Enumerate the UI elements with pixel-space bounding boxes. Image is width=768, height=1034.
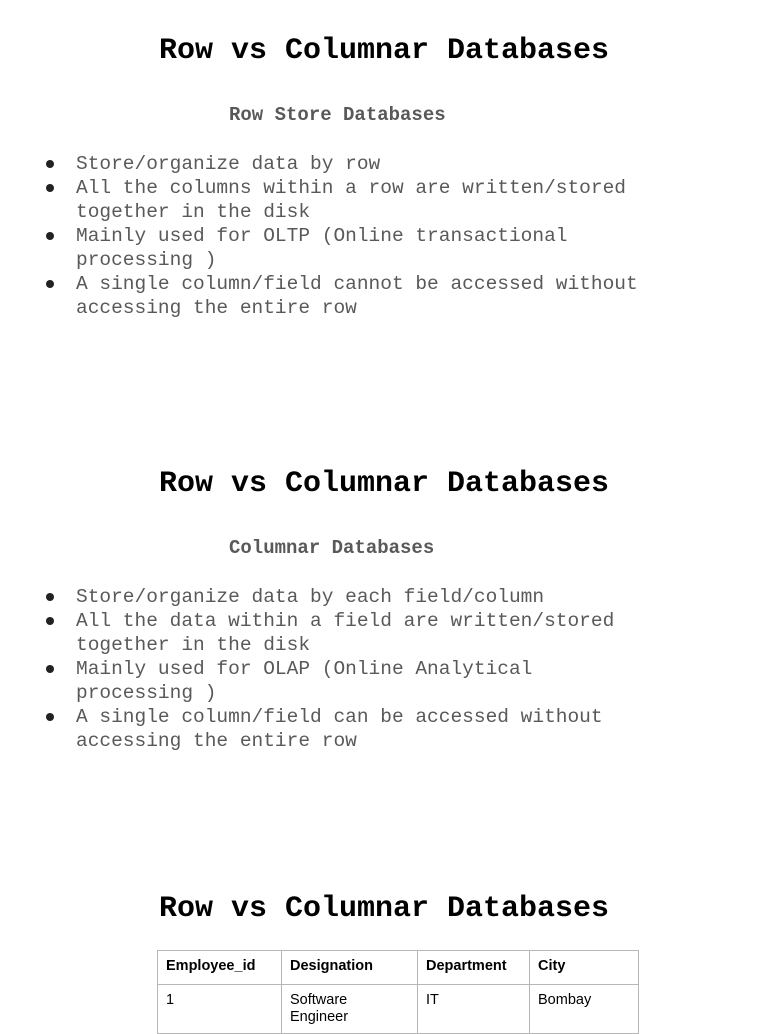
column-header: Designation (282, 951, 418, 985)
bullet-icon (46, 232, 54, 240)
bullet-text: All the columns within a row are written/stored together in the disk (76, 177, 626, 223)
slide-subtitle: Row Store Databases (229, 104, 446, 126)
bullet-text: Mainly used for OLTP (Online transactional processing ) (76, 225, 568, 271)
bullet-item (44, 585, 744, 609)
bullet-icon (46, 665, 54, 673)
bullet-list (44, 585, 744, 753)
bullet-item (44, 657, 744, 705)
bullet-icon (46, 280, 54, 288)
bullet-icon (46, 713, 54, 721)
bullet-icon (46, 593, 54, 601)
bullet-text: A single column/field can be accessed without accessing the entire row (76, 706, 603, 752)
table-cell: 1 (158, 985, 282, 1034)
bullet-text: Store/organize data by each field/column (76, 586, 545, 608)
bullet-item (44, 224, 744, 272)
bullet-item (44, 272, 744, 320)
bullet-item (44, 705, 744, 753)
table-header-row (158, 951, 639, 985)
bullet-icon (46, 184, 54, 192)
slide-subtitle: Columnar Databases (229, 537, 435, 559)
slide-title: Row vs Columnar Databases (158, 892, 610, 926)
bullet-text: All the data within a field are written/stored together in the disk (76, 610, 615, 656)
bullet-text: A single column/field cannot be accessed without accessing the entire row (76, 273, 638, 319)
bullet-icon (46, 160, 54, 168)
employee-table (157, 950, 639, 1034)
column-header: Department (418, 951, 530, 985)
bullet-item (44, 609, 744, 657)
table-row (158, 985, 639, 1034)
table-cell: Bombay (530, 985, 639, 1034)
bullet-text: Store/organize data by row (76, 153, 381, 175)
bullet-text: Mainly used for OLAP (Online Analytical processing ) (76, 658, 533, 704)
bullet-item (44, 176, 744, 224)
bullet-icon (46, 617, 54, 625)
bullet-list (44, 152, 744, 320)
table-cell: IT (418, 985, 530, 1034)
table-cell: Software Engineer (282, 985, 418, 1034)
slide-title: Row vs Columnar Databases (158, 467, 610, 501)
bullet-item (44, 152, 744, 176)
slide-title: Row vs Columnar Databases (158, 34, 610, 68)
column-header: City (530, 951, 639, 985)
column-header: Employee_id (158, 951, 282, 985)
